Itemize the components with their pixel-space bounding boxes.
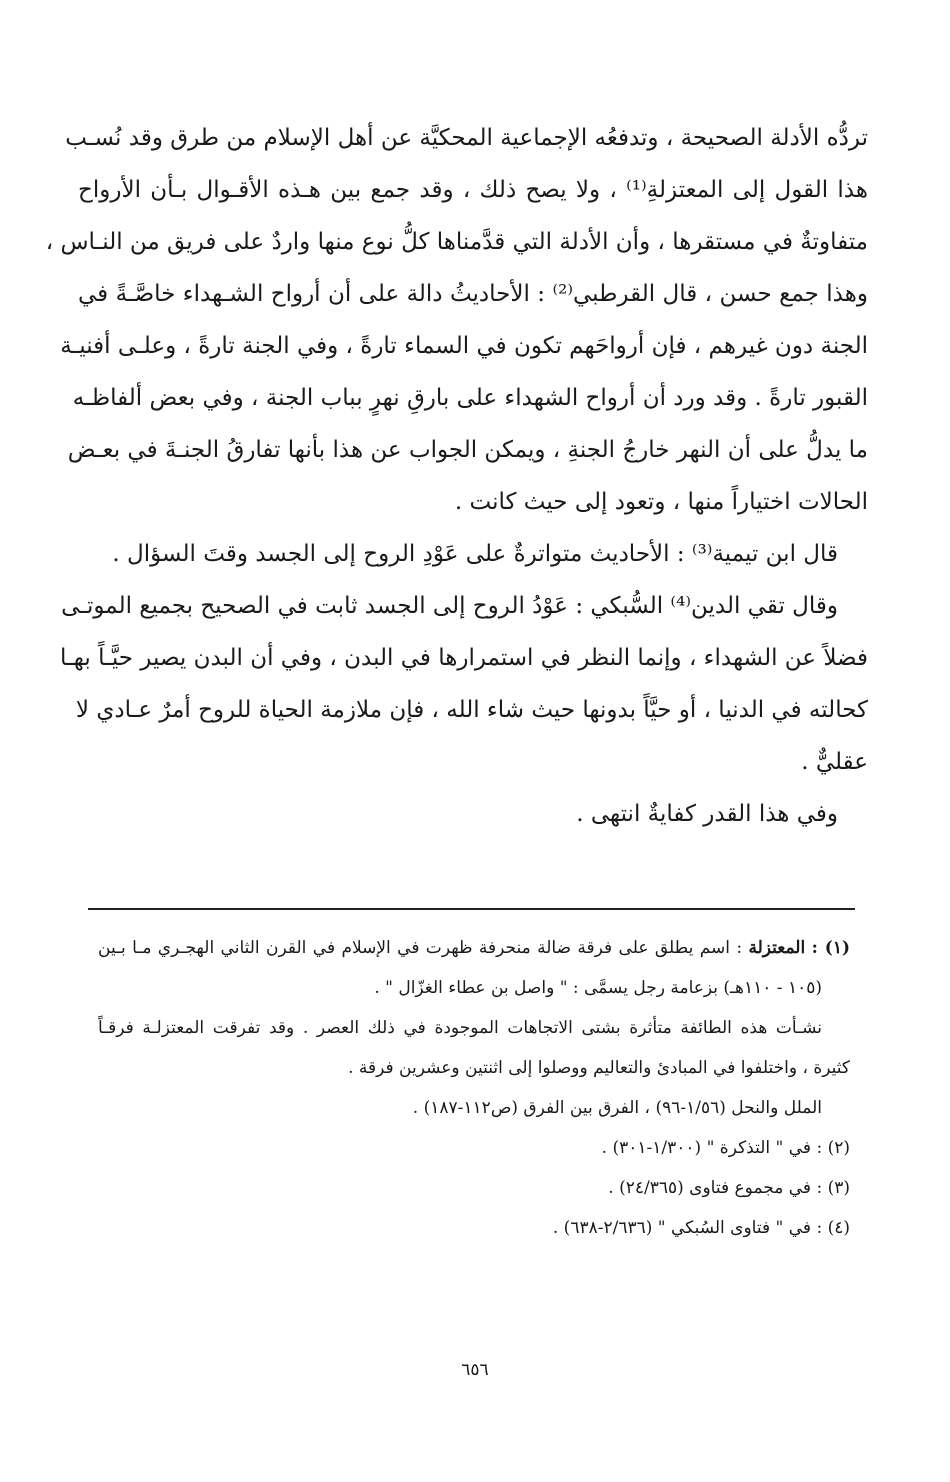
body-line: كحالته في الدنيا ، أو حيَّاً بدونها حيث شاء الله ، فإن ملازمة الحياة للروح أمرٌ عـادي لا [75, 697, 868, 723]
page-number: ٦٥٦ [461, 1360, 489, 1380]
footnote-2: (٢) : في " التذكرة " (١/٣٠٠-٣٠١) . [601, 1138, 850, 1158]
footnote-term: المعتزلة [748, 938, 806, 958]
body-line: متفاوتةٌ في مستقرها ، وأن الأدلة التي قدَّمناها كلُّ نوع منها واردٌ على فريق من النـاس ، [45, 229, 868, 255]
main-text [45, 112, 868, 840]
body-line: الحالات اختياراً منها ، وتعود إلى حيث كانت . [454, 489, 868, 515]
footnote-1-line: (١٠٥ - ١١٠هـ) بزعامة رجل يسمَّى : " واصل بن عطاء الغزّال " . [374, 978, 822, 998]
footnote-1-line: نشـأت هذه الطائفة متأثرة بشتى الاتجاهات الموجودة في ذلك العصر . وقد تفرقت المعتزلـة فرقـاً [98, 1018, 822, 1038]
footnote-3: (٣) : في مجموع فتاوى (٢٤/٣٦٥) . [608, 1178, 850, 1198]
body-line: القبور تارةً . وقد ورد أن أرواح الشهداء على بارقِ نهرٍ بباب الجنة ، وفي بعض ألفاظـه [72, 385, 868, 411]
footnote-marker: (١) : [811, 938, 850, 958]
body-line: عقليٌّ . [801, 749, 868, 775]
footnotes [98, 928, 850, 1248]
footnote-1-line: كثيرة ، واختلفوا في المبادئ والتعاليم ووصلوا إلى اثنتين وعشرين فرقة . [348, 1058, 850, 1078]
footnote-1-line: الملل والنحل (١/٥٦-٩٦) ، الفرق بين الفرق (ص١١٢-١٨٧) . [412, 1098, 822, 1118]
body-line: تردُّه الأدلة الصحيحة ، وتدفعُه الإجماعية المحكيَّة عن أهل الإسلام من طرق وقد نُسـب [65, 125, 868, 151]
body-line: الجنة دون غيرهم ، فإن أرواحَهم تكون في السماء تارةً ، وفي الجنة تارةً ، وعلـى أفنيـة [60, 333, 868, 359]
body-line: وفي هذا القدر كفايةٌ انتهى . [576, 801, 838, 827]
body-line: فضلاً عن الشهداء ، وإنما النظر في استمرارها في البدن ، وفي أن البدن يصير حيَّـاً بهـا [60, 645, 868, 671]
body-line: قال ابن تيمية⁽³⁾ : الأحاديث متواترةٌ على عَوْدِ الروح إلى الجسد وقتَ السؤال . [112, 541, 838, 567]
footnote-1-line [98, 928, 850, 968]
body-line: ما يدلُّ على أن النهر خارجُ الجنةِ ، ويمكن الجواب عن هذا بأنها تفارقُ الجنـةَ في بعـض [67, 437, 868, 463]
body-line: وهذا جمع حسن ، قال القرطبي⁽²⁾ : الأحاديثُ دالة على أن أرواح الشـهداء خاصَّـةً في [78, 281, 868, 307]
body-line: وقال تقي الدين⁽⁴⁾ السُّبكي : عَوْدُ الروح إلى الجسد ثابت في الصحيح بجميع الموتـى [61, 593, 838, 619]
footnote-4: (٤) : في " فتاوى السُبكي " (٢/٦٣٦-٦٣٨) . [552, 1218, 850, 1238]
footnote-separator [88, 908, 855, 910]
body-line: هذا القول إلى المعتزلةِ⁽¹⁾ ، ولا يصح ذلك ، وقد جمع بين هـذه الأقـوال بـأن الأرواح [78, 177, 868, 203]
footnote-text: : اسم يطلق على فرقة ضالة منحرفة ظهرت في الإسلام في القرن الثاني الهجـري مـا بـين [98, 938, 749, 958]
